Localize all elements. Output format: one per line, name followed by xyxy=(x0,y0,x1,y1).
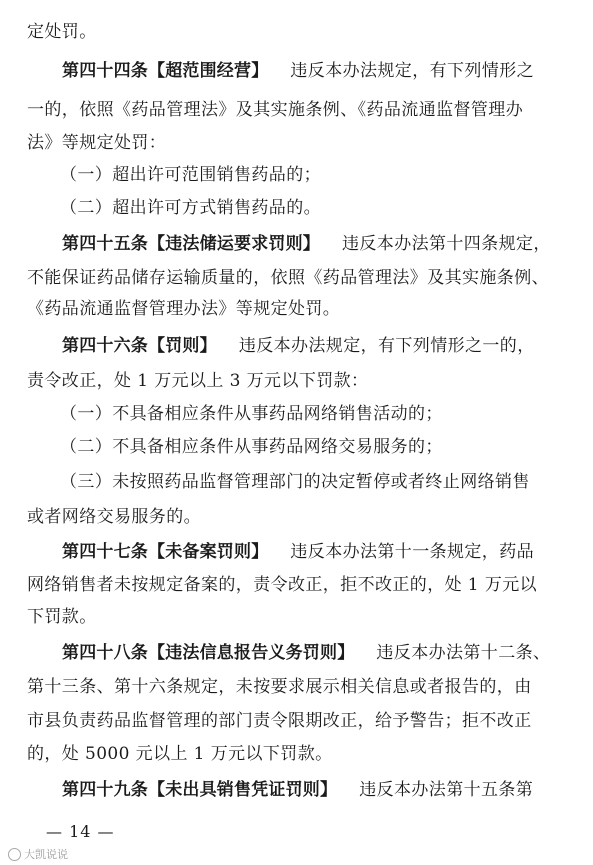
article-48-title: 第四十八条【违法信息报告义务罚则】 xyxy=(62,643,355,663)
list-item: （一）不具备相应条件从事药品网络销售活动的； xyxy=(60,404,443,424)
text-line: 责令改正，处 1 万元以上 3 万元以下罚款： xyxy=(27,371,369,391)
list-item: （二）不具备相应条件从事药品网络交易服务的； xyxy=(60,437,443,457)
list-item: （三）未按照药品监督管理部门的决定暂停或者终止网络销售 xyxy=(60,472,530,492)
text-line: 下罚款。 xyxy=(27,607,97,627)
article-46-heading-line: 第四十六条【罚则】 违反本办法规定，有下列情形之一的， xyxy=(62,336,535,356)
watermark xyxy=(8,845,68,863)
list-item: （二）超出许可方式销售药品的。 xyxy=(60,198,321,218)
text-line: 或者网络交易服务的。 xyxy=(27,507,201,527)
text-line: 法》等规定处罚： xyxy=(27,133,167,153)
text-line: 市县负责药品监督管理的部门责令限期改正，给予警告；拒不改正 xyxy=(27,711,532,731)
article-46-title: 第四十六条【罚则】 xyxy=(62,336,217,356)
article-49-title: 第四十九条【未出具销售凭证罚则】 xyxy=(62,780,338,800)
article-49-heading-line: 第四十九条【未出具销售凭证罚则】 违反本办法第十五条第 xyxy=(62,780,534,800)
watermark-text: 大凯说说 xyxy=(24,848,68,861)
text-line: 一的，依照《药品管理法》及其实施条例、《药品流通监督管理办 xyxy=(27,100,524,120)
text-line: 定处罚。 xyxy=(27,22,97,42)
text-line: 网络销售者未按规定备案的，责令改正，拒不改正的，处 1 万元以 xyxy=(27,575,538,595)
page-number: — 14 — xyxy=(46,822,115,841)
text-line: 《药品流通监督管理办法》等规定处罚。 xyxy=(27,299,341,319)
article-47-title: 第四十七条【未备案罚则】 xyxy=(62,542,269,562)
article-44-heading-line: 第四十四条【超范围经营】 违反本办法规定，有下列情形之 xyxy=(62,61,535,81)
article-48-heading-line: 第四十八条【违法信息报告义务罚则】 违反本办法第十二条、 xyxy=(62,643,551,663)
article-45-title: 第四十五条【违法储运要求罚则】 xyxy=(62,234,320,254)
article-45-heading-line: 第四十五条【违法储运要求罚则】 违反本办法第十四条规定， xyxy=(62,234,551,254)
text-line: 不能保证药品储存运输质量的，依照《药品管理法》及其实施条例、 xyxy=(27,268,549,288)
text-line: 第十三条、第十六条规定，未按要求展示相关信息或者报告的，由 xyxy=(27,677,532,697)
text-line: 的，处 5000 元以上 1 万元以下罚款。 xyxy=(27,744,333,764)
article-47-heading-line: 第四十七条【未备案罚则】 违反本办法第十一条规定，药品 xyxy=(62,542,535,562)
list-item: （一）超出许可范围销售药品的； xyxy=(60,165,321,185)
watermark-logo-icon xyxy=(8,848,21,861)
article-44-title: 第四十四条【超范围经营】 xyxy=(62,61,269,81)
